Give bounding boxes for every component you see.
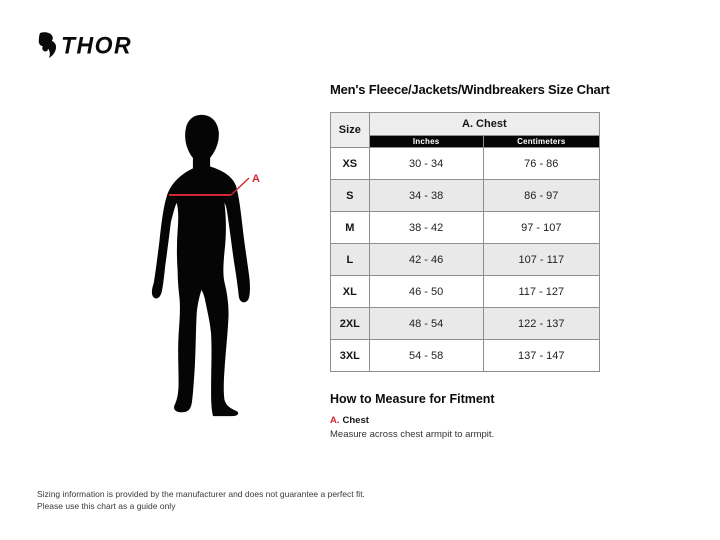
centimeters-value: 117 - 127 <box>483 276 599 308</box>
size-value: 3XL <box>331 340 370 372</box>
male-silhouette-figure <box>147 112 257 418</box>
size-value: XS <box>331 148 370 180</box>
measure-item-description: Measure across chest armpit to armpit. <box>330 429 495 440</box>
chest-group-header: A. Chest <box>369 113 599 136</box>
disclaimer-line-2: Please use this chart as a guide only <box>37 501 176 512</box>
inches-value: 38 - 42 <box>369 212 483 244</box>
centimeters-value: 97 - 107 <box>483 212 599 244</box>
size-value: S <box>331 180 370 212</box>
size-chart-table <box>330 112 600 372</box>
centimeters-value: 122 - 137 <box>483 308 599 340</box>
size-value: M <box>331 212 370 244</box>
brand-logo <box>36 32 132 59</box>
disclaimer <box>37 488 367 513</box>
centimeters-value: 107 - 117 <box>483 244 599 276</box>
disclaimer-line-1: Sizing information is provided by the manufacturer and does not guarantee a perfect fit. <box>37 489 365 499</box>
chest-measure-label: A <box>252 173 260 185</box>
centimeters-value: 137 - 147 <box>483 340 599 372</box>
table-row <box>331 148 600 180</box>
thor-helmet-icon <box>36 32 60 59</box>
inches-value: 42 - 46 <box>369 244 483 276</box>
measure-item-title <box>330 415 610 426</box>
centimeters-value: 86 - 97 <box>483 180 599 212</box>
how-to-measure-heading: How to Measure for Fitment <box>330 392 495 406</box>
size-column-header: Size <box>331 113 370 148</box>
inches-column-header: Inches <box>369 136 483 148</box>
table-row <box>331 180 600 212</box>
inches-value: 30 - 34 <box>369 148 483 180</box>
measure-item-chest <box>330 415 610 440</box>
inches-value: 34 - 38 <box>369 180 483 212</box>
chest-pointer-line <box>231 178 249 195</box>
table-row <box>331 340 600 372</box>
table-row <box>331 212 600 244</box>
chest-measurement-annotation <box>145 165 275 205</box>
size-chart-title: Men's Fleece/Jackets/Windbreakers Size Chart <box>330 82 610 97</box>
size-value: XL <box>331 276 370 308</box>
brand-logo-text: THOR <box>61 31 133 59</box>
measure-item-key: A. <box>330 415 340 426</box>
size-value: L <box>331 244 370 276</box>
body-silhouette <box>147 112 257 418</box>
inches-value: 48 - 54 <box>369 308 483 340</box>
table-row <box>331 308 600 340</box>
table-row <box>331 244 600 276</box>
size-value: 2XL <box>331 308 370 340</box>
centimeters-value: 76 - 86 <box>483 148 599 180</box>
inches-value: 46 - 50 <box>369 276 483 308</box>
inches-value: 54 - 58 <box>369 340 483 372</box>
how-to-measure-section <box>330 392 610 440</box>
measure-item-label: Chest <box>342 415 369 426</box>
centimeters-column-header: Centimeters <box>483 136 599 148</box>
table-row <box>331 276 600 308</box>
